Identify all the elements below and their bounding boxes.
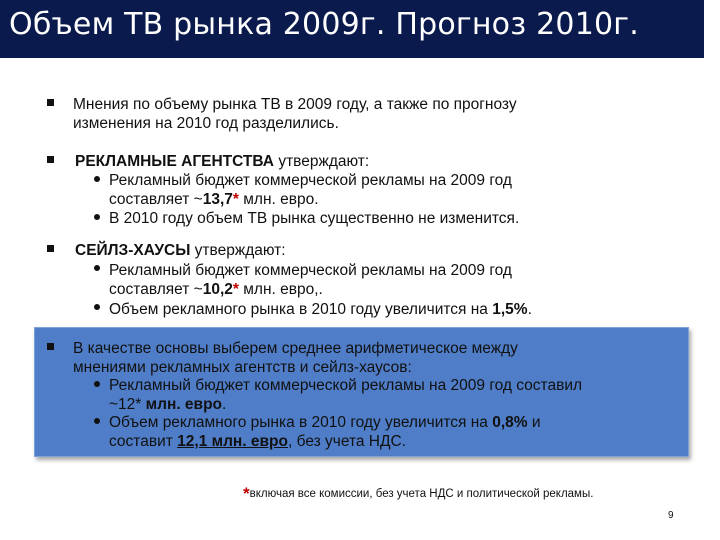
summary-bullet-1-line-2 xyxy=(109,396,226,413)
sales-houses-budget-value: 10,2 xyxy=(202,281,233,298)
sales-houses-heading-rest: утверждают: xyxy=(190,242,286,259)
square-bullet-icon xyxy=(47,99,54,106)
agencies-budget-value: 13,7 xyxy=(202,191,233,208)
summary-bullet-2-line-2 xyxy=(109,433,406,450)
intro-line-2: изменения на 2010 год разделились. xyxy=(73,115,339,132)
footnote-star: * xyxy=(243,484,250,503)
summary-line-2: мнениями рекламных агентств и сейлз-хаусов: xyxy=(73,359,412,376)
intro-line-1: Мнения по объему рынка ТВ в 2009 году, а также по прогнозу xyxy=(73,96,517,113)
agencies-heading xyxy=(75,153,369,170)
agencies-bullet-2: В 2010 году объем ТВ рынка существенно не изменится. xyxy=(109,210,520,227)
sales-houses-bullet-1-line-2 xyxy=(109,281,323,298)
sales-houses-bullet-2 xyxy=(109,301,532,318)
text-part: составляет ~ xyxy=(109,191,203,208)
round-bullet-icon xyxy=(94,381,100,387)
text-part: . xyxy=(527,301,532,318)
round-bullet-icon xyxy=(94,304,100,310)
title-bar xyxy=(0,0,704,58)
summary-bullet-1-line-1: Рекламный бюджет коммерческой рекламы на 2009 год составил xyxy=(109,377,583,394)
summary-line-1: В качестве основы выберем среднее арифметическое между xyxy=(73,340,518,357)
text-part: и xyxy=(527,414,541,431)
summary-budget-unit: млн. евро xyxy=(145,396,223,413)
footnote-star: * xyxy=(232,191,239,208)
round-bullet-icon xyxy=(94,265,100,271)
square-bullet-icon xyxy=(47,245,54,252)
sales-houses-growth-value: 1,5% xyxy=(492,301,528,318)
slide-title: Объем ТВ рынка 2009г. Прогноз 2010г. xyxy=(9,7,639,42)
summary-growth-value: 0,8% xyxy=(492,414,528,431)
sales-houses-bullet-1-line-1: Рекламный бюджет коммерческой рекламы на 2009 год xyxy=(109,262,512,279)
text-part: составляет ~ xyxy=(109,281,203,298)
sales-houses-heading-caps: СЕЙЛЗ-ХАУСЫ xyxy=(75,242,191,259)
text-part: млн. евро,. xyxy=(238,281,323,298)
text-part: Объем рекламного рынка в 2010 году увеличится на xyxy=(109,301,493,318)
summary-total-value: 12,1 млн. евро xyxy=(177,433,288,450)
round-bullet-icon xyxy=(94,214,100,220)
footnote-text: включая все комиссии, без учета НДС и политической рекламы. xyxy=(249,488,594,500)
agencies-bullet-1-line-2 xyxy=(109,191,319,208)
text-part: млн. евро. xyxy=(238,191,319,208)
agencies-heading-rest: утверждают: xyxy=(274,153,370,170)
sales-houses-heading xyxy=(75,242,286,259)
text-part: , без учета НДС. xyxy=(288,433,406,450)
footnote xyxy=(243,484,593,504)
round-bullet-icon xyxy=(94,418,100,424)
page-number: 9 xyxy=(668,510,674,521)
text-part: . xyxy=(222,396,227,413)
text-part: ~12* xyxy=(109,396,146,413)
summary-bullet-2-line-1 xyxy=(109,414,541,431)
text-part: составит xyxy=(109,433,178,450)
square-bullet-icon xyxy=(47,156,54,163)
text-part: Объем рекламного рынка в 2010 году увеличится на xyxy=(109,414,493,431)
square-bullet-icon xyxy=(47,343,54,350)
agencies-bullet-1-line-1: Рекламный бюджет коммерческой рекламы на 2009 год xyxy=(109,172,512,189)
agencies-heading-caps: РЕКЛАМНЫЕ АГЕНТСТВА xyxy=(75,153,275,170)
footnote-star: * xyxy=(232,281,239,298)
round-bullet-icon xyxy=(94,176,100,182)
